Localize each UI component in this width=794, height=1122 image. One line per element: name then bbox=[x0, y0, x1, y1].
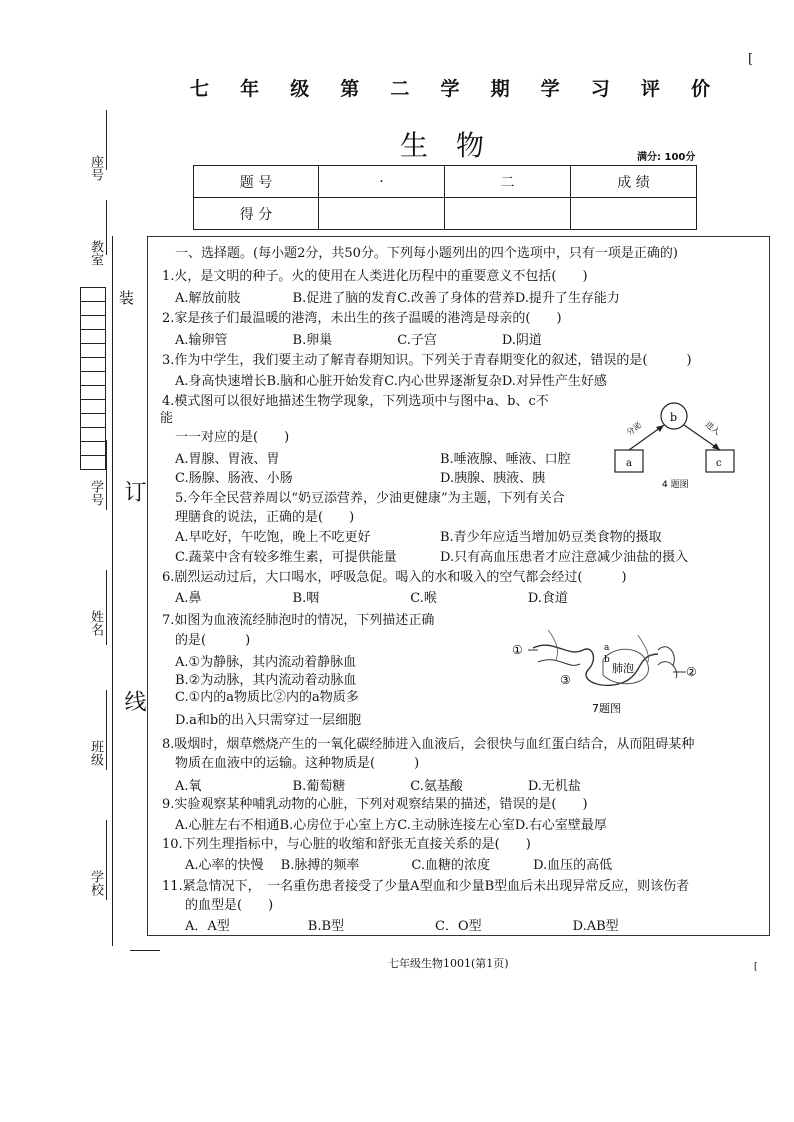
seat-field[interactable] bbox=[106, 110, 107, 170]
school-label: 学校 bbox=[88, 870, 103, 896]
grid-cell[interactable] bbox=[81, 302, 105, 316]
grid-cell[interactable] bbox=[81, 288, 105, 302]
score-table bbox=[193, 165, 697, 230]
name-label: 姓名 bbox=[88, 610, 103, 636]
question-line: A.输卵管 B.卵巢 C.子宫 D.阴道 bbox=[175, 333, 542, 348]
grid-cell[interactable] bbox=[81, 414, 105, 428]
corner-mark-bottom: [ bbox=[754, 962, 758, 972]
student-id-label: 学号 bbox=[88, 480, 103, 506]
question-line: 的血型是( ) bbox=[185, 898, 274, 913]
fig4-right-word: 进入 bbox=[703, 419, 722, 437]
question-line: 11.紧急情况下， 一名重伤患者接受了少量A型血和少量B型血后未出现异常反应，则该伤者 bbox=[162, 879, 690, 894]
question-line: 2.家是孩子们最温暖的港湾，未出生的孩子温暖的港湾是母亲的( ) bbox=[162, 311, 562, 326]
question-line: 8.吸烟时，烟草燃烧产生的一氧化碳经肺进入血液后，会很快与血红蛋白结合，从而阻碍某种 bbox=[162, 737, 695, 752]
heading-char: 二 bbox=[390, 78, 410, 100]
heading-char: 级 bbox=[290, 78, 310, 100]
room-label: 教室 bbox=[88, 240, 103, 266]
grid-cell[interactable] bbox=[81, 358, 105, 372]
fig4-arrowhead-right bbox=[712, 443, 720, 450]
fig7-alveolus-label: 肺泡 bbox=[612, 662, 634, 675]
fig7-vessel-right bbox=[658, 647, 677, 678]
room-field[interactable] bbox=[106, 200, 107, 255]
heading-char: 期 bbox=[490, 78, 510, 100]
score-input-cell[interactable] bbox=[570, 198, 696, 230]
question-line: D.只有高血压患者才应注意减少油盐的摄入 bbox=[440, 550, 689, 565]
fig7-label-a: a bbox=[604, 643, 610, 653]
question-line: A．A型 B.B型 C．O型 D.AB型 bbox=[185, 919, 619, 934]
question-line: 1.火，是文明的种子。火的使用在人类进化历程中的重要意义不包括( ) bbox=[162, 269, 588, 284]
score-cell: 二 bbox=[444, 166, 570, 198]
school-field[interactable] bbox=[106, 820, 107, 900]
grid-cell[interactable] bbox=[81, 316, 105, 330]
heading-char: 第 bbox=[340, 78, 360, 100]
grid-cell[interactable] bbox=[81, 456, 105, 469]
xian-mark: 线 bbox=[121, 690, 146, 712]
exam-heading bbox=[190, 74, 710, 102]
question-line: B.青少年应适当增加奶豆类食物的摄取 bbox=[440, 530, 662, 545]
question-line: 5.今年全民营养周以“奶豆添营养，少油更健康”为主题，下列有关合 bbox=[175, 491, 565, 506]
score-cell: 得 分 bbox=[194, 198, 319, 230]
score-input-cell[interactable] bbox=[444, 198, 570, 230]
score-table-score-row bbox=[194, 198, 697, 230]
question-line: 物质在血液中的运输。这种物质是( ) bbox=[175, 756, 420, 771]
question-line: B.②为动脉，其内流动着动脉血 bbox=[175, 673, 357, 688]
grid-cell[interactable] bbox=[81, 442, 105, 456]
fig4-left-word: 分泌 bbox=[624, 420, 644, 438]
question-line: 能 bbox=[160, 411, 174, 426]
bottom-rule bbox=[130, 950, 160, 951]
fig7-label-1: ① bbox=[512, 643, 523, 657]
fig7-label-2: ② bbox=[686, 665, 697, 679]
question-line: 9.实验观察某种哺乳动物的心脏，下列对观察结果的描述，错误的是( ) bbox=[162, 797, 588, 812]
corner-mark: [ bbox=[748, 52, 754, 67]
fig4-arrowhead-left bbox=[656, 425, 664, 432]
binding-line bbox=[112, 236, 113, 946]
fig7-caption: 7题图 bbox=[592, 702, 621, 715]
question-line: A.早吃好，午吃饱，晚上不吃更好 bbox=[175, 530, 371, 545]
class-label: 班级 bbox=[88, 740, 103, 766]
student-id-field[interactable] bbox=[106, 440, 107, 510]
fig4-caption: 4 题图 bbox=[662, 480, 689, 490]
score-table-header-row bbox=[194, 166, 697, 198]
score-input-cell[interactable] bbox=[319, 198, 445, 230]
question-line: 的是( ) bbox=[175, 633, 251, 648]
score-cell: · bbox=[319, 166, 445, 198]
heading-char: 学 bbox=[440, 78, 460, 100]
question-line: A.心率的快慢 B.脉搏的频率 C.血糖的浓度 D.血压的高低 bbox=[185, 858, 613, 873]
question-line: D.胰腺、胰液、胰 bbox=[440, 471, 546, 486]
grid-cell[interactable] bbox=[81, 428, 105, 442]
question-line: A.胃腺、胃液、胃 bbox=[175, 452, 280, 467]
fig7-capillary bbox=[533, 645, 658, 685]
score-cell: 题 号 bbox=[194, 166, 319, 198]
grid-cell[interactable] bbox=[81, 386, 105, 400]
grid-cell[interactable] bbox=[81, 400, 105, 414]
score-cell: 成 绩 bbox=[570, 166, 696, 198]
question-line: 6.剧烈运动过后，大口喝水，呼吸急促。喝入的水和吸入的空气都会经过( ) bbox=[162, 570, 627, 585]
heading-char: 年 bbox=[240, 78, 260, 100]
question-line: A.心脏左右不相通B.心房位于心室上方C.主动脉连接左心室D.右心室壁最厚 bbox=[175, 818, 607, 833]
question-line: A.解放前肢 B.促进了脑的发育C.改善了身体的营养D.提升了生存能力 bbox=[175, 291, 620, 306]
question-line: 7.如图为血液流经肺泡时的情况，下列描述正确 bbox=[162, 613, 435, 628]
fig7-flow-lines bbox=[548, 630, 648, 662]
heading-char: 习 bbox=[590, 78, 610, 100]
question-line: 3.作为中学生，我们要主动了解青春期知识。下列关于青春期变化的叙述，错误的是( ) bbox=[162, 353, 692, 368]
grid-cell[interactable] bbox=[81, 372, 105, 386]
class-field[interactable] bbox=[106, 690, 107, 770]
seat-label: 座号 bbox=[88, 155, 103, 181]
question-line: 10.下列生理指标中，与心脏的收缩和舒张无直接关系的是( ) bbox=[162, 837, 531, 852]
question-line: C.肠腺、肠液、小肠 bbox=[175, 471, 293, 486]
fig7-vessel-lower bbox=[538, 660, 580, 666]
question-line: 4.模式图可以很好地描述生物学现象，下列选项中与图中a、b、c不 bbox=[162, 394, 549, 409]
question-line: C.①内的a物质比②内的a物质多 bbox=[175, 690, 359, 705]
section-title: 一、选择题。(每小题2分，共50分。下列每小题列出的四个选项中，只有一项是正确的) bbox=[175, 246, 678, 261]
question-line: A.鼻 B.咽 C.喉 D.食道 bbox=[175, 591, 568, 606]
ding-mark: 订 bbox=[121, 480, 146, 502]
question-line: A.氧 B.葡萄糖 C.氨基酸 D.无机盐 bbox=[175, 779, 581, 794]
figure-7 bbox=[508, 620, 708, 720]
question-line: 理膳食的说法，正确的是( ) bbox=[175, 510, 355, 525]
full-score: 满分: 100分 bbox=[637, 152, 696, 163]
grid-cell[interactable] bbox=[81, 330, 105, 344]
page-footer: 七年级生物1001(第1页) bbox=[388, 957, 509, 970]
seat-number-grid[interactable] bbox=[80, 287, 106, 470]
fig7-label-3: ③ bbox=[560, 673, 571, 687]
fig4-label-b: b bbox=[670, 411, 678, 424]
heading-char: 评 bbox=[640, 78, 660, 100]
fig7-label-b: b bbox=[604, 655, 610, 665]
question-line: A.①为静脉，其内流动着静脉血 bbox=[175, 655, 357, 670]
heading-char: 七 bbox=[190, 78, 210, 100]
question-line: C.蔬菜中含有较多维生素，可提供能量 bbox=[175, 550, 397, 565]
zhuang-mark: 装 bbox=[117, 290, 135, 305]
grid-cell[interactable] bbox=[81, 344, 105, 358]
subject-title: 生物 bbox=[400, 129, 513, 162]
figure-4 bbox=[612, 398, 742, 493]
fig4-label-c: c bbox=[716, 458, 722, 469]
name-field[interactable] bbox=[106, 570, 107, 645]
heading-char: 价 bbox=[690, 78, 710, 100]
question-line: B.唾液腺、唾液、口腔 bbox=[440, 452, 571, 467]
question-line: D.a和b的出入只需穿过一层细胞 bbox=[175, 713, 362, 728]
question-line: 一一对应的是( ) bbox=[175, 430, 290, 445]
fig4-label-a: a bbox=[626, 458, 632, 469]
question-line: A.身高快速增长B.脑和心脏开始发育C.内心世界逐渐复杂D.对异性产生好感 bbox=[175, 374, 607, 389]
heading-char: 学 bbox=[540, 78, 560, 100]
